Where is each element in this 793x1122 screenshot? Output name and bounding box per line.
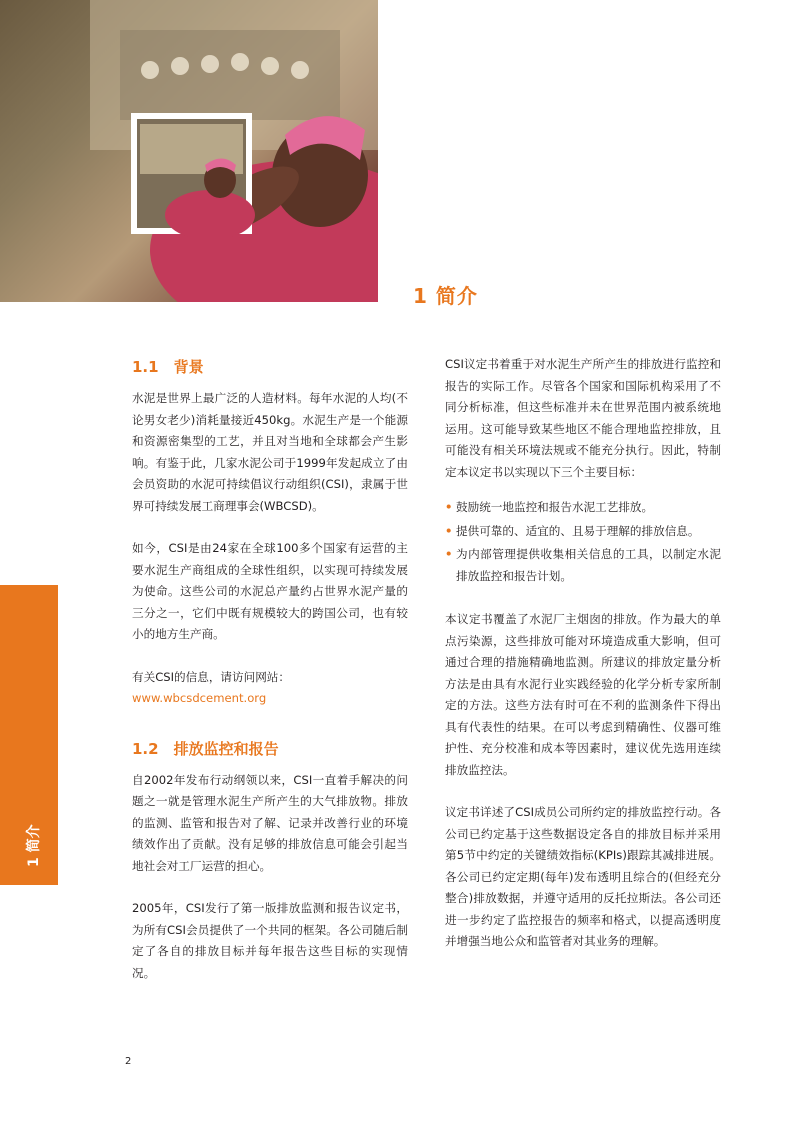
paragraph: 自2002年发布行动纲领以来，CSI一直着手解决的问题之一就是管理水泥生产所产生的大气排放物。排放的监测、监管和报告对了解、记录并改善行业的环境绩效作出了贡献。没有足够的排放信息可能会引起当地社会对工厂运营的担心。 — [132, 772, 408, 873]
website-link[interactable]: www.wbcsdcement.org — [132, 691, 267, 705]
paragraph: 议定书详述了CSI成员公司所约定的排放监控行动。各公司已约定基于这些数据设定各自的排放目标并采用第5节中约定的关键绩效指标(KPIs)跟踪其减排进展。各公司已约定定期(每年)发布透明且综合的(但经充分整合)排放数据，并遵守适用的反托拉斯法。各公司还进一步约定了监控报告的频率和格式，以提高透明度并增强当地公众和监管者对其业务的理解。 — [445, 805, 721, 948]
paragraph: 水泥是世界上最广泛的人造材料。每年水泥的人均(不论男女老少)消耗量接近450kg。水泥生产是一个能源和资源密集型的工艺，并且对当地和全球都会产生影响。有鉴于此，几家水泥公司于1999年发起成立了由会员资助的水泥可持续倡议行动组织(CSI)，隶属于世界可持续发展工商理事会(WBCSD)。 — [132, 391, 408, 513]
website-intro-text: 有关CSI的信息，请访问网站： — [132, 669, 290, 684]
side-tab — [0, 585, 58, 885]
section-heading-background: 1.1 背景 — [132, 358, 204, 376]
paragraph: 本议定书覆盖了水泥厂主烟囱的排放。作为最大的单点污染源，这些排放可能对环境造成重大影响，但可通过合理的措施精确地监测。所建议的排放定量分析方法是由具有水泥行业实践经验的化学分析专家所制定的方法。这些方法有时可在不利的监测条件下得出具有代表性的结果。在可以考虑到精确性、仪器可维护性、充分校准和成本等因素时，建议优先选用连续排放监控法。 — [445, 612, 721, 777]
objectives-list — [445, 497, 721, 587]
paragraph — [132, 667, 408, 710]
section-heading-emissions: 1.2 排放监控和报告 — [132, 739, 279, 758]
photo-worker-at-control-panel-icon — [0, 0, 378, 302]
left-column — [132, 354, 408, 1005]
right-column — [445, 354, 721, 974]
paragraph: 如今，CSI是由24家在全球100多个国家有运营的主要水泥生产商组成的全球性组织，以实现可持续发展为使命。这些公司的水泥总产量约占世界水泥产量的三分之一，它们中既有规模较大的跨国公司，也有较小的地方生产商。 — [132, 541, 408, 641]
list-item: • 鼓励统一地监控和报告水泥工艺排放。 — [445, 497, 721, 519]
list-item: • 提供可靠的、适宜的、且易于理解的排放信息。 — [445, 521, 721, 543]
cover-photo — [0, 0, 378, 302]
chapter-title: 1 简介 — [413, 284, 478, 308]
paragraph: CSI议定书着重于对水泥生产所产生的排放进行监控和报告的实际工作。尽管各个国家和国际机构采用了不同分析标准，但这些标准并未在世界范围内被系统地运用。这可能导致某些地区不能合理地监控排放，且可能没有相关环境法规或不能充分执行。因此，特制定本议定书以实现以下三个主要目标： — [445, 357, 721, 479]
side-tab-label: 1 简介 — [26, 824, 42, 867]
page-number: 2 — [125, 1056, 132, 1067]
list-item: • 为内部管理提供收集相关信息的工具，以制定水泥排放监控和报告计划。 — [445, 544, 721, 587]
paragraph: 2005年，CSI发行了第一版排放监测和报告议定书，为所有CSI会员提供了一个共同的框架。各公司随后制定了各自的排放目标并每年报告这些目标的实现情况。 — [132, 901, 408, 980]
